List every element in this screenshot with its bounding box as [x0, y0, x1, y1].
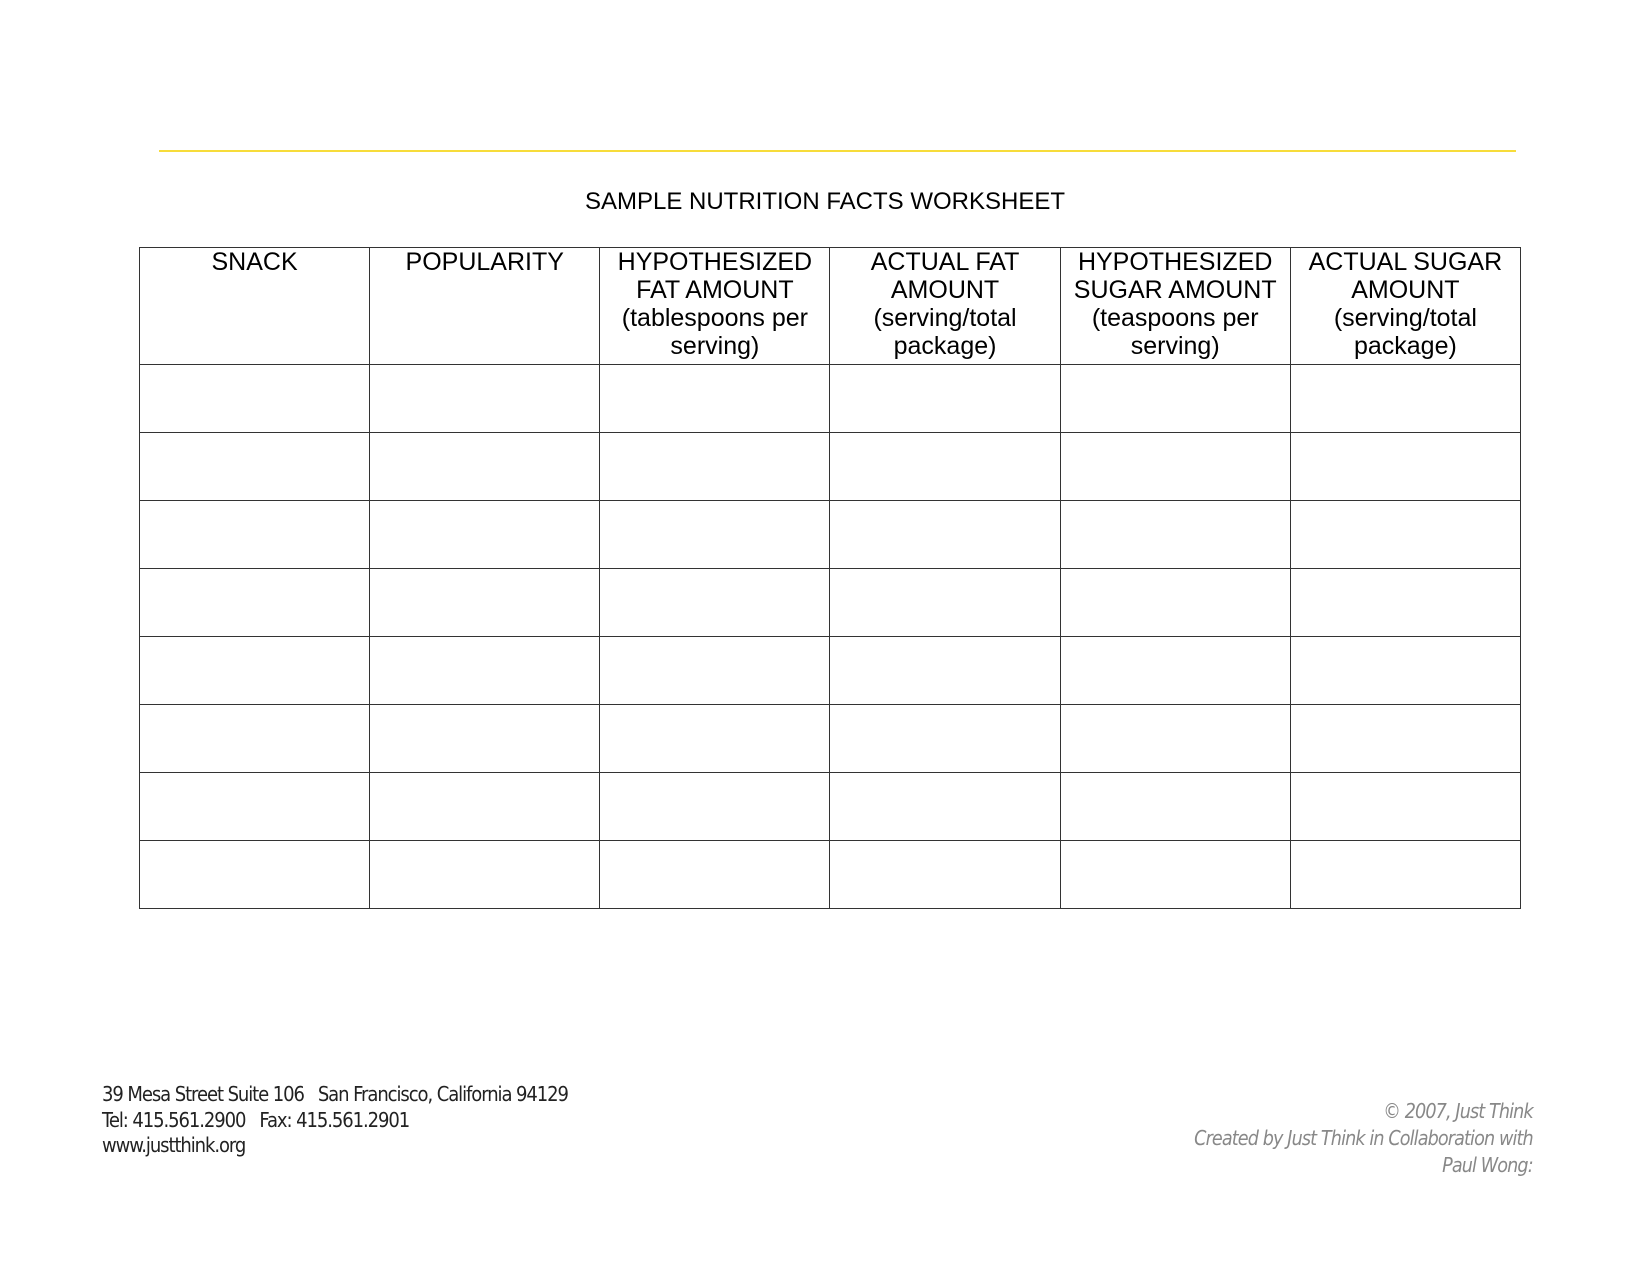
table-cell[interactable]	[1290, 569, 1520, 637]
table-cell[interactable]	[1290, 773, 1520, 841]
table-cell[interactable]	[830, 773, 1060, 841]
header-line: ACTUAL SUGAR	[1308, 248, 1503, 276]
table-row	[140, 365, 1521, 433]
table-cell[interactable]	[1060, 841, 1290, 909]
header-row	[140, 248, 1521, 365]
header-line: package)	[1353, 332, 1457, 360]
table-row	[140, 773, 1521, 841]
header-line: package)	[893, 332, 997, 360]
table-cell[interactable]	[140, 433, 370, 501]
header-line: HYPOTHESIZED	[1077, 248, 1273, 276]
table-cell[interactable]	[830, 501, 1060, 569]
table-cell[interactable]	[830, 433, 1060, 501]
column-header	[370, 248, 600, 365]
header-line: POPULARITY	[405, 248, 564, 276]
column-header	[140, 248, 370, 365]
table-cell[interactable]	[600, 841, 830, 909]
table-cell[interactable]	[1060, 365, 1290, 433]
table-cell[interactable]	[1290, 433, 1520, 501]
header-line: AMOUNT	[890, 276, 1000, 304]
table-cell[interactable]	[600, 773, 830, 841]
header-line: (serving/total	[873, 304, 1017, 332]
table-cell[interactable]	[1290, 365, 1520, 433]
table-cell[interactable]	[600, 365, 830, 433]
credit-line: Created by Just Think in Collaboration with	[1194, 1126, 1533, 1150]
table-cell[interactable]	[830, 569, 1060, 637]
table-cell[interactable]	[370, 637, 600, 705]
table-cell[interactable]	[140, 637, 370, 705]
table-cell[interactable]	[370, 365, 600, 433]
table-cell[interactable]	[140, 841, 370, 909]
table-cell[interactable]	[370, 501, 600, 569]
column-header	[1060, 248, 1290, 365]
header-line: FAT AMOUNT	[636, 276, 794, 304]
header-line: (teaspoons per	[1091, 304, 1259, 332]
copyright: © 2007, Just Think	[1383, 1099, 1533, 1123]
table-row	[140, 637, 1521, 705]
header-line: serving)	[1130, 332, 1220, 360]
footer-address	[102, 1082, 568, 1159]
table-cell[interactable]	[140, 365, 370, 433]
table-cell[interactable]	[1060, 705, 1290, 773]
table-cell[interactable]	[600, 705, 830, 773]
header-line: AMOUNT	[1351, 276, 1460, 304]
phone-line: Tel: 415.561.2900 Fax: 415.561.2901	[102, 1107, 410, 1132]
header-line: ACTUAL FAT	[870, 248, 1020, 276]
table-cell[interactable]	[1060, 569, 1290, 637]
table-cell[interactable]	[370, 569, 600, 637]
table-row	[140, 501, 1521, 569]
page-title: SAMPLE NUTRITION FACTS WORKSHEET	[584, 188, 1066, 215]
table-row	[140, 705, 1521, 773]
header-line: SUGAR AMOUNT	[1073, 276, 1277, 304]
table-cell[interactable]	[600, 433, 830, 501]
table-cell[interactable]	[1290, 841, 1520, 909]
table-row	[140, 841, 1521, 909]
header-line: SNACK	[211, 248, 298, 276]
table-cell[interactable]	[1290, 501, 1520, 569]
table-cell[interactable]	[370, 773, 600, 841]
table-cell[interactable]	[830, 841, 1060, 909]
table-cell[interactable]	[1290, 705, 1520, 773]
table-cell[interactable]	[370, 705, 600, 773]
table-cell[interactable]	[1060, 637, 1290, 705]
column-header	[830, 248, 1060, 365]
table-row	[140, 433, 1521, 501]
table-cell[interactable]	[1060, 433, 1290, 501]
website-link[interactable]: www.justthink.org	[102, 1133, 246, 1157]
table-cell[interactable]	[600, 637, 830, 705]
table-cell[interactable]	[1060, 773, 1290, 841]
column-header	[1290, 248, 1520, 365]
table-cell[interactable]	[140, 773, 370, 841]
table-cell[interactable]	[1290, 637, 1520, 705]
credit-name: Paul Wong:	[1442, 1153, 1533, 1177]
address-line: 39 Mesa Street Suite 106 San Francisco, California 94129	[102, 1082, 568, 1106]
header-line: (tablespoons per	[621, 304, 808, 332]
table-cell[interactable]	[370, 841, 600, 909]
header-line: serving)	[670, 332, 760, 360]
table-cell[interactable]	[1060, 501, 1290, 569]
worksheet-table	[139, 247, 1521, 909]
footer-credits	[1194, 1098, 1533, 1179]
column-header	[600, 248, 830, 365]
table-cell[interactable]	[370, 433, 600, 501]
table-cell[interactable]	[830, 365, 1060, 433]
header-line: (serving/total	[1333, 304, 1477, 332]
header-line: HYPOTHESIZED	[617, 248, 813, 276]
table-cell[interactable]	[140, 501, 370, 569]
table-cell[interactable]	[600, 569, 830, 637]
header-rule	[159, 150, 1516, 152]
table-cell[interactable]	[830, 705, 1060, 773]
table-cell[interactable]	[830, 637, 1060, 705]
table-row	[140, 569, 1521, 637]
table-cell[interactable]	[600, 501, 830, 569]
table-cell[interactable]	[140, 569, 370, 637]
table-cell[interactable]	[140, 705, 370, 773]
